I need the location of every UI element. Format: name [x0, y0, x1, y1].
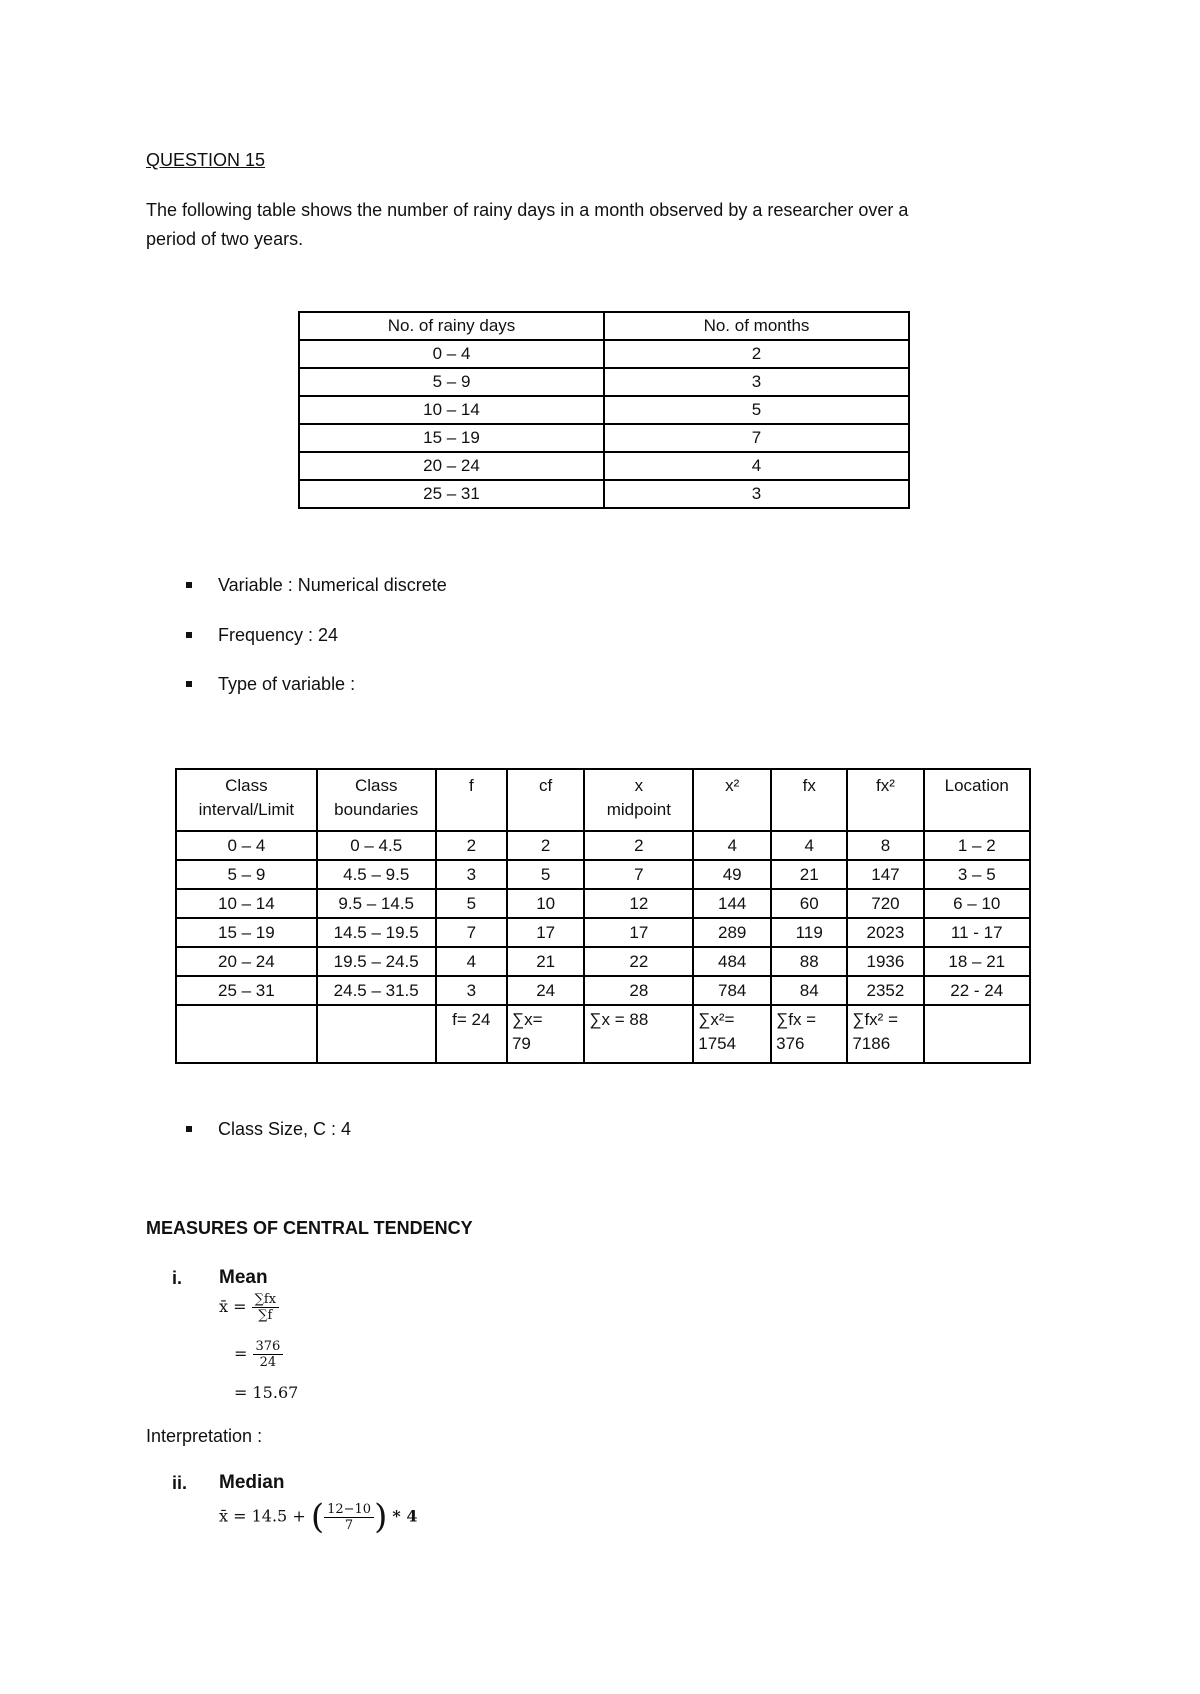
table-cell: 0 – 4 — [176, 831, 317, 860]
table-cell: 5 – 9 — [299, 368, 604, 396]
intro-line: period of two years. — [146, 229, 304, 249]
table-row — [299, 452, 909, 480]
table-cell: 4 — [604, 452, 909, 480]
totals-line: ∑x²= — [698, 1010, 735, 1029]
table-cell: 784 — [693, 976, 771, 1005]
header-line: interval/Limit — [198, 800, 295, 819]
column-header — [924, 769, 1030, 831]
mean-number: i. — [172, 1268, 183, 1288]
table-cell: 8 — [847, 831, 923, 860]
bullet-icon — [186, 582, 192, 588]
totals-line: f= 24 — [452, 1010, 491, 1029]
bullet-item: Frequency : 24 — [186, 623, 447, 673]
totals-line: 1754 — [698, 1034, 737, 1053]
table-cell: 484 — [693, 947, 771, 976]
bullet-item: Type of variable : — [186, 672, 447, 722]
totals-line: ∑fx = — [776, 1010, 817, 1029]
table-cell: 4 — [771, 831, 847, 860]
table-cell: 17 — [584, 918, 693, 947]
table-row — [176, 947, 1030, 976]
totals-cell — [847, 1005, 923, 1063]
intro-paragraph — [146, 196, 1046, 254]
table-row — [299, 480, 909, 508]
table-cell: 1936 — [847, 947, 923, 976]
table-cell: 21 — [507, 947, 584, 976]
table-cell: 5 – 9 — [176, 860, 317, 889]
table-cell: 0 – 4.5 — [317, 831, 436, 860]
table-cell: 5 — [436, 889, 507, 918]
header-line: x² — [725, 776, 740, 795]
table-cell: 18 – 21 — [924, 947, 1030, 976]
table-row — [299, 368, 909, 396]
table-cell: 49 — [693, 860, 771, 889]
table-cell: 720 — [847, 889, 923, 918]
table-cell: 25 – 31 — [176, 976, 317, 1005]
table-cell: 28 — [584, 976, 693, 1005]
bullet-icon — [186, 681, 192, 687]
table-cell: 22 — [584, 947, 693, 976]
table-row — [176, 860, 1030, 889]
table-cell: 24.5 – 31.5 — [317, 976, 436, 1005]
table-cell: 3 — [436, 860, 507, 889]
table-cell: 4.5 – 9.5 — [317, 860, 436, 889]
totals-line: 376 — [776, 1034, 805, 1053]
header-line: boundaries — [334, 800, 419, 819]
column-header — [317, 769, 436, 831]
table-cell: 2 — [584, 831, 693, 860]
table-cell: 4 — [693, 831, 771, 860]
table-cell: 3 – 5 — [924, 860, 1030, 889]
table-cell: 5 — [604, 396, 909, 424]
question-title: QUESTION 15 — [146, 150, 266, 170]
table-cell: 9.5 – 14.5 — [317, 889, 436, 918]
header-line: Class — [354, 776, 398, 795]
header-line: x — [634, 776, 644, 795]
table-cell: 3 — [604, 368, 909, 396]
totals-cell — [693, 1005, 771, 1063]
header-line: midpoint — [606, 800, 671, 819]
table-cell: 144 — [693, 889, 771, 918]
totals-line: ∑fx² = — [852, 1010, 898, 1029]
table-cell: 7 — [584, 860, 693, 889]
table-header-row — [176, 769, 1030, 831]
median-number: ii. — [172, 1473, 188, 1493]
table-header-row — [299, 312, 909, 340]
table-cell: 4 — [436, 947, 507, 976]
table-cell: 25 – 31 — [299, 480, 604, 508]
mean-result: = 15.67 — [234, 1383, 299, 1402]
table-cell: 24 — [507, 976, 584, 1005]
bullet-list — [186, 573, 447, 722]
table-cell: 7 — [436, 918, 507, 947]
table-cell: 2023 — [847, 918, 923, 947]
table-cell: 3 — [436, 976, 507, 1005]
table-cell: 2 — [507, 831, 584, 860]
table-cell: 2 — [604, 340, 909, 368]
table-row — [299, 396, 909, 424]
table-row — [176, 889, 1030, 918]
totals-line: ∑x = 88 — [589, 1010, 649, 1029]
header-line: Location — [944, 776, 1009, 795]
table-cell: 6 – 10 — [924, 889, 1030, 918]
table-cell: 22 - 24 — [924, 976, 1030, 1005]
table-cell: 21 — [771, 860, 847, 889]
mean-label: Mean — [219, 1267, 268, 1288]
table-cell: 17 — [507, 918, 584, 947]
median-label: Median — [219, 1472, 285, 1493]
mean-formula: x̄ = $\frac{\sum fx}{\sum f}$ — [219, 1292, 279, 1323]
table-cell: 88 — [771, 947, 847, 976]
table-cell: 119 — [771, 918, 847, 947]
table-cell: 60 — [771, 889, 847, 918]
totals-cell — [584, 1005, 693, 1063]
median-formula: x̄ = 14.5 + ( $\frac{12-10}{7}$ ) * 4 — [219, 1497, 418, 1537]
table-cell: 0 – 4 — [299, 340, 604, 368]
table-cell: 10 – 14 — [299, 396, 604, 424]
table-cell: 10 — [507, 889, 584, 918]
rainy-days-table — [298, 311, 910, 509]
mean-fraction: $\frac{\sum fx}{\sum f}$ — [252, 1292, 279, 1323]
column-header — [507, 769, 584, 831]
column-header — [436, 769, 507, 831]
bullet-icon — [186, 1126, 192, 1132]
table-cell: 20 – 24 — [299, 452, 604, 480]
table-cell: 289 — [693, 918, 771, 947]
frequency-distribution-table — [175, 768, 1031, 1064]
median-fraction: $\frac{12-10}{7}$ — [324, 1502, 374, 1533]
column-header — [847, 769, 923, 831]
table-cell: 19.5 – 24.5 — [317, 947, 436, 976]
totals-cell — [771, 1005, 847, 1063]
table-cell: 14.5 – 19.5 — [317, 918, 436, 947]
table-cell: 7 — [604, 424, 909, 452]
header-line: fx² — [875, 776, 895, 795]
section-heading: MEASURES OF CENTRAL TENDENCY — [146, 1218, 473, 1238]
table-row — [176, 918, 1030, 947]
mean-substitution: = $\frac{376}{24}$ — [234, 1339, 283, 1370]
table-row — [176, 976, 1030, 1005]
totals-cell — [317, 1005, 436, 1063]
table-cell: 11 - 17 — [924, 918, 1030, 947]
table-cell: 2 — [436, 831, 507, 860]
totals-line: ∑x= — [511, 1010, 543, 1029]
column-header — [584, 769, 693, 831]
column-header — [176, 769, 317, 831]
table-cell: 20 – 24 — [176, 947, 317, 976]
totals-cell — [176, 1005, 317, 1063]
totals-cell — [436, 1005, 507, 1063]
totals-line: 7186 — [852, 1034, 891, 1053]
table-cell: 147 — [847, 860, 923, 889]
table-cell: 12 — [584, 889, 693, 918]
column-header — [693, 769, 771, 831]
header-line: f — [468, 776, 474, 795]
totals-cell — [507, 1005, 584, 1063]
table-cell: 84 — [771, 976, 847, 1005]
bullet-icon — [186, 632, 192, 638]
column-header: No. of rainy days — [299, 312, 604, 340]
table-cell: 5 — [507, 860, 584, 889]
totals-cell — [924, 1005, 1030, 1063]
table-row — [299, 424, 909, 452]
header-line: fx — [802, 776, 816, 795]
header-line: Class — [225, 776, 268, 795]
bullet-item: Class Size, C : 4 — [186, 1117, 351, 1143]
mean-fraction-values: $\frac{376}{24}$ — [253, 1339, 284, 1370]
header-line: cf — [539, 776, 553, 795]
intro-line: The following table shows the number of rainy days in a month observed by a researcher over a — [146, 200, 909, 220]
totals-line: 79 — [511, 1034, 531, 1053]
column-header: No. of months — [604, 312, 909, 340]
table-cell: 15 – 19 — [176, 918, 317, 947]
table-cell: 1 – 2 — [924, 831, 1030, 860]
totals-row — [176, 1005, 1030, 1063]
class-size-list — [186, 1117, 351, 1143]
bullet-item: Variable : Numerical discrete — [186, 573, 447, 623]
table-cell: 2352 — [847, 976, 923, 1005]
table-row — [299, 340, 909, 368]
table-cell: 10 – 14 — [176, 889, 317, 918]
table-row — [176, 831, 1030, 860]
table-cell: 15 – 19 — [299, 424, 604, 452]
column-header — [771, 769, 847, 831]
interpretation-label: Interpretation : — [146, 1426, 263, 1446]
table-cell: 3 — [604, 480, 909, 508]
